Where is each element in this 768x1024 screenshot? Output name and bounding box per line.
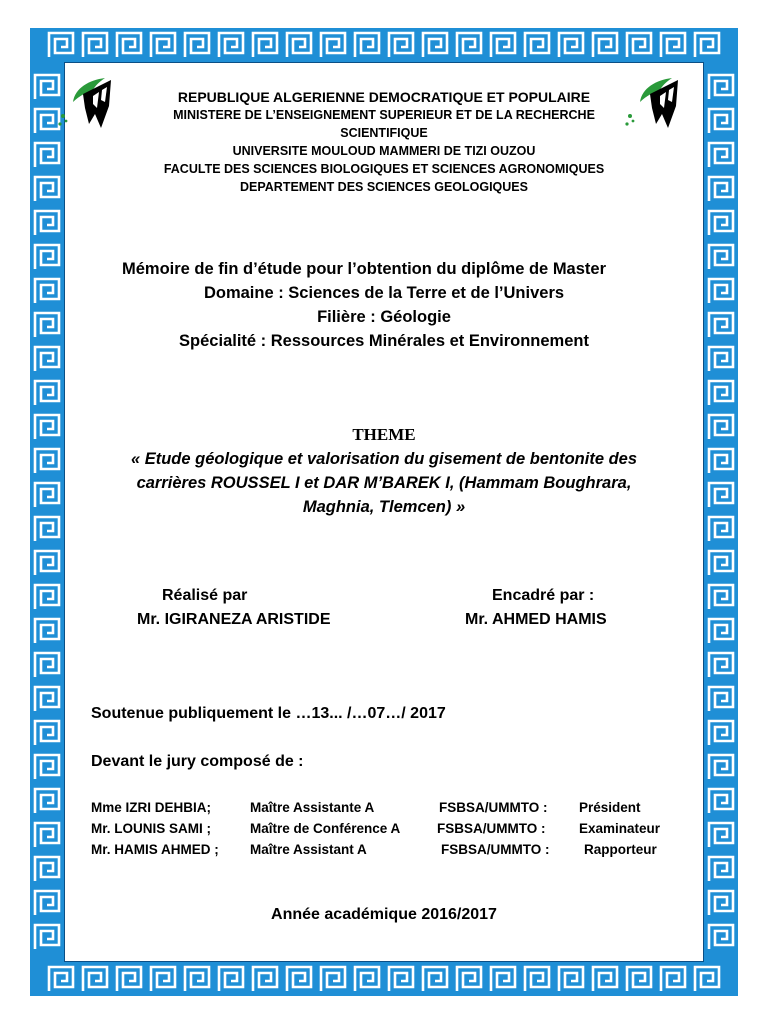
diploma-specialite: Spécialité : Ressources Minérales et Environnement (179, 332, 589, 350)
theme-text-line: carrières ROUSSEL I et DAR M’BAREK I, (Hammam Boughrara, (136, 474, 632, 492)
jury-member-role: Rapporteur (584, 842, 657, 857)
header-ministry: MINISTERE DE L’ENSEIGNEMENT SUPERIEUR ET DE LA RECHERCHE (173, 108, 595, 122)
academic-year: Année académique 2016/2017 (271, 906, 497, 923)
jury-member-institution: FSBSA/UMMTO : (437, 821, 546, 836)
jury-member-role: Président (579, 800, 641, 815)
header-department: DEPARTEMENT DES SCIENCES GEOLOGIQUES (239, 180, 528, 194)
jury-member-name: Mr. HAMIS AHMED ; (91, 842, 219, 857)
realise-name: Mr. IGIRANEZA ARISTIDE (137, 611, 331, 628)
diploma-filiere: Filière : Géologie (317, 308, 451, 326)
encadre-name: Mr. AHMED HAMIS (465, 611, 607, 628)
jury-intro: Devant le jury composé de : (91, 753, 304, 770)
header-ministry-cont: SCIENTIFIQUE (340, 126, 428, 140)
jury-member-role: Examinateur (579, 821, 661, 836)
header-university: UNIVERSITE MOULOUD MAMMERI DE TIZI OUZOU (232, 144, 536, 158)
realise-label: Réalisé par (162, 587, 248, 604)
defense-date: Soutenue publiquement le …13... /…07…/ 2017 (91, 705, 446, 722)
jury-member-title: Maître Assistante A (250, 800, 375, 815)
jury-member-name: Mme IZRI DEHBIA; (91, 800, 212, 815)
jury-member-name: Mr. LOUNIS SAMI ; (91, 821, 212, 836)
diploma-line: Mémoire de fin d’étude pour l’obtention du diplôme de Master (121, 260, 607, 278)
encadre-label: Encadré par : (492, 587, 595, 604)
theme-text-line: « Etude géologique et valorisation du gisement de bentonite des (130, 450, 638, 468)
theme-title: THEME (352, 425, 416, 444)
jury-member-title: Maître de Conférence A (250, 821, 401, 836)
diploma-domain: Domaine : Sciences de la Terre et de l’Univers (203, 284, 565, 302)
jury-member-institution: FSBSA/UMMTO : (439, 800, 548, 815)
jury-member-institution: FSBSA/UMMTO : (441, 842, 550, 857)
header-faculty: FACULTE DES SCIENCES BIOLOGIQUES ET SCIENCES AGRONOMIQUES (163, 162, 605, 176)
theme-text-line: Maghnia, Tlemcen) » (302, 498, 466, 516)
jury-member-title: Maître Assistant A (250, 842, 367, 857)
header-republic: REPUBLIQUE ALGERIENNE DEMOCRATIQUE ET POPULAIRE (177, 89, 591, 105)
